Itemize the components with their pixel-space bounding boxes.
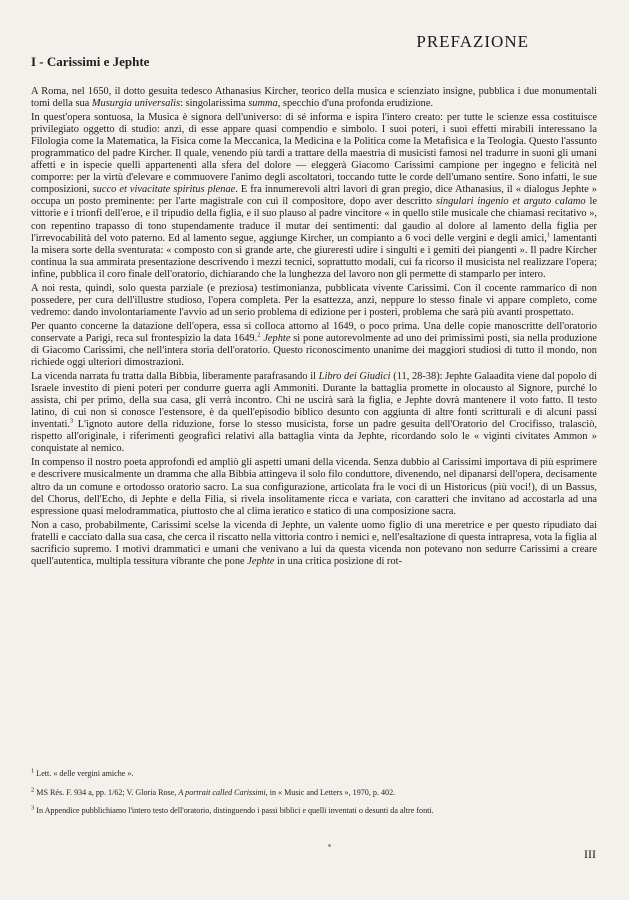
text-run: In quest'opera sontuosa, la Musica è signora dell'universo: di sé informa e ispira l'intero creato: per tutte le scienze essa costituisce privilegiato oggetto di studio: anzi, di esse appare quasi compendio e simbolo. I suoi poteri, i suoi effetti mirabili interessano la Filologia come la Matematica, la Fisica come la Meccanica, la Medicina e la Politica come la Metafisica e la Teologia. Questo l'assunto programmatico del padre Kircher. Il quale, venendo più tardi a trattare della maestria di musicisti famosi nel tradurre in suoni gli umani affetti e in ispecie quelli appartenenti alla sfera del dolore — eleggerà Giacomo Carissimi campione per ingegno e felicità nel comporre: per la virtù d'elevare e commuovere l'animo degli ascoltatori, toccando tutte le corde dell'umano sentire. Sono infatti, le sue composizioni, bbox=[31, 112, 597, 196]
text-run: Lett. « delle vergini amiche ». bbox=[34, 769, 134, 778]
footnote-marker: 2 bbox=[257, 331, 261, 339]
paragraph bbox=[31, 520, 597, 568]
paragraph bbox=[31, 86, 597, 110]
text-run: A Roma, nel 1650, il dotto gesuita tedesco Athanasius Kircher, teorico della musica e scienziato insigne, pubblica i due monumentali tomi della sua bbox=[31, 86, 597, 110]
footnote bbox=[31, 785, 597, 798]
italic-text: Jephte bbox=[263, 332, 291, 344]
text-run: le vittorie e i trionfi dell'eroe, e il tripudio della figlia, e il suo plauso al padre vincitore « in quello stile musicale che chiamasi recitativo », con repentino trapasso di tono stupendamente traduce il mutar dei sentimenti: dal gaudio al dolore al lamento della figlia per l'irrevocabilità del voto paterno. Ed al lamento segue, aggiunge Kircher, un compianto a 6 voci delle vergini e degli amici, bbox=[31, 196, 597, 244]
body-text bbox=[31, 86, 597, 570]
text-run: La vicenda narrata fu tratta dalla Bibbia, liberamente parafrasando il bbox=[31, 371, 319, 383]
paper-speck bbox=[328, 844, 331, 847]
text-run: (11, 28-38): Jephte Galaadita viene dal popolo di Israele investito di pieni poteri per condurre guerra agli Ammoniti. Durante la battaglia promette in olocausto al Signore, purché lo assista, chi per primo, della sua casa, gli verrà incontro. Chi ne uscirà sarà la figlia, e Jephte dovrà mantenere il voto fatto. Il testo latino, di cui non si conosce l'estensore, è da quell'episodio biblico desunto con aggiunta di altre fonti scritturali e di alcuni passi inventati. bbox=[31, 371, 597, 431]
text-run: . E fra innumerevoli altri lavori di gran pregio, dice Athanasius, il « dialogus Jephte » occupa un posto preminente: per l'arte magistrale con cui il compositore, dopo aver descritto bbox=[31, 184, 597, 208]
paragraph bbox=[31, 457, 597, 517]
section-heading: I - Carissimi e Jephte bbox=[31, 54, 150, 69]
text-run: , in « Music and Letters », 1970, p. 402. bbox=[265, 787, 396, 797]
italic-text: Libro dei Giudici bbox=[318, 371, 391, 383]
text-run: , specchio d'una profonda erudizione. bbox=[277, 98, 434, 110]
italic-text: Musurgia universalis bbox=[91, 98, 181, 110]
paragraph bbox=[31, 371, 597, 455]
page-number: III bbox=[584, 847, 596, 861]
footnote-marker: 3 bbox=[69, 417, 74, 425]
footnote-marker: 1 bbox=[546, 231, 551, 239]
footnote-marker: 1 bbox=[31, 767, 35, 775]
italic-text: succo et vivacitate spiritus plenae bbox=[92, 184, 236, 196]
text-run: A noi resta, quindi, solo questa parziale (e preziosa) testimonianza, pubblicata vivente Carissimi. Con il cocente rammarico di non possedere, per cura dell'illustre studioso, l'opera completa. Per la esattezza, anzi, neppure lo stesso finale vi appare completo, come vedremo: dando involontariamente l'avvio ad un serio problema di edizione per i posteri, problema che sarà più avanti prospettato. bbox=[31, 282, 597, 318]
page-title: PREFAZIONE bbox=[416, 32, 529, 51]
footnote bbox=[31, 806, 597, 816]
paragraph bbox=[31, 283, 597, 319]
text-run: lamentanti la misera sorte della sventurata: « composto con sì grande arte, che giureresti udire i singulti e i gemiti dei piangenti ». Il padre Kircher continua la sua ammirata presentazione descrivendo i mezzi tecnici, soprattutto modali, cui fa ricorso il musicista nel realizzare l'opera; infine, pubblica il coro finale dell'oratorio, dichiarando che la lunghezza del lavoro non gli permette di stamparlo per intero. bbox=[31, 232, 597, 280]
italic-text: summa bbox=[248, 98, 278, 110]
paragraph bbox=[31, 321, 597, 369]
text-run: L'ignoto autore della riduzione, forse lo stesso musicista, forse un padre gesuita dell'Oratorio del Crocifisso, tralasciò, rispetto all'originale, i riferimenti geografici relativi alla battaglia vinta da Jephte, ricordando solo le « viginti civitates Ammon » conquistate al nemico. bbox=[31, 419, 597, 455]
footnote-marker: 2 bbox=[31, 785, 35, 793]
text-run: MS Rés. F. 934 a, pp. 1/62; V. Gloria Rose, bbox=[34, 787, 179, 797]
text-run: In Appendice pubblichiamo l'intero testo dell'oratorio, distinguendo i passi biblici e quelli inventati o desunti da altre fonti. bbox=[34, 806, 434, 816]
text-run: Per quanto concerne la datazione dell'opera, essa si colloca attorno al 1649, o poco prima. Una delle copie manoscritte dell'oratorio conservate a Parigi, reca sul frontespizio la data 1649. bbox=[31, 320, 597, 344]
text-run: in una critica posizione di rot- bbox=[274, 555, 402, 567]
text-run: In compenso il nostro poeta approfondì ed ampliò gli aspetti umani della vicenda. Senza dubbio al Carissimi importava di più esprimere e descrivere musicalmente un dramma che alla Bibbia attingeva il solo filo conduttore, divenendo, nel dipanarsi dell'opera, decisamente altro da un comune e ortodosso oratorio sacro. La sua configurazione, articolata fra le voci di un Historicus (più voci!), di un Bassus, del Chorus, dell'Echo, di Jephte e della Filia, si rivela insolitamente ricca e variata, con caratteri che invitano ad accostarla ad una espressione quasi melodrammatica, piuttosto che al clima ieratico e statico di una composizione sacra. bbox=[31, 457, 597, 517]
italic-text: singulari ingenio et arguto calamo bbox=[435, 196, 586, 208]
text-run: si pone autorevolmente ad uno dei primissimi posti, sia nella produzione di Giacomo Carissimi, che nell'intera storia dell'oratorio. Questo riconoscimento unanime dei maggiori studiosi di tutto il mondo, non richiede oggi ulteriori dimostrazioni. bbox=[31, 332, 597, 369]
text-run: Non a caso, probabilmente, Carissimi scelse la vicenda di Jephte, un valente uomo figlio di una meretrice e per questo ripudiato dai fratelli e cacciato dalla sua casa, che cerca il riscatto nella vittoria contro i nemici e, nell'esaltazione di questa intrapresa, vota la figlia al sacrificio supremo. I motivi drammatici e umani che venivano a lui da questa vicenda non potevano non sedurre Carissimi a creare quell'autentica, multipla tessitura vibrante che pone bbox=[31, 519, 597, 567]
footnotes bbox=[31, 769, 597, 825]
italic-text: A portrait called Carissimi bbox=[178, 787, 266, 797]
footnote-marker: 3 bbox=[31, 804, 35, 812]
paragraph bbox=[31, 112, 597, 281]
footnote bbox=[31, 769, 597, 779]
text-run: : singolarissima bbox=[180, 98, 249, 110]
italic-text: Jephte bbox=[247, 555, 275, 567]
